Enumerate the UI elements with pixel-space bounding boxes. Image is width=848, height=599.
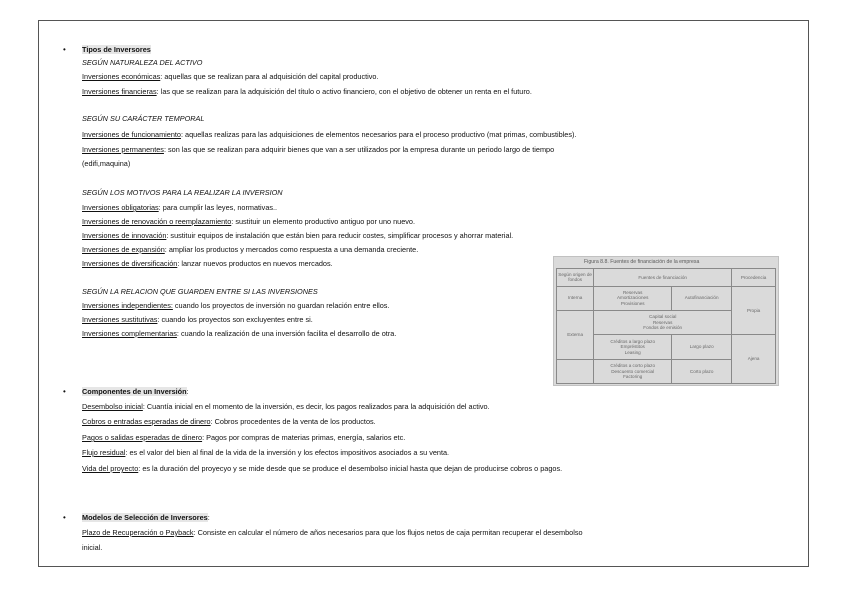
item-cobros: Cobros o entradas esperadas de dinero: Cobros procedentes de la venta de los productos. (82, 417, 376, 426)
figure-cell: Propia (732, 286, 776, 335)
item-expansion: Inversiones de expansión: ampliar los productos y mercados como respuesta a una demanda creciente. (82, 245, 419, 254)
item-desembolso: Desembolso inicial: Cuantía inicial en el momento de la inversión, es decir, los pagos realizados para la adquisición del activo. (82, 402, 490, 411)
bullet: • (63, 387, 66, 396)
item-permanentes-cont: (edifi,maquina) (82, 159, 131, 168)
item-sustitutivas: Inversiones sustitutivas: cuando los proyectos son excluyentes entre si. (82, 315, 313, 324)
figure-cell: Ajena (732, 335, 776, 384)
section-heading-tipos: Tipos de Inversores (82, 45, 151, 54)
figure-cell: Interna (557, 286, 594, 310)
figure-header-cell: Procedencia (732, 269, 776, 287)
item-financieras: Inversiones financieras: las que se realizan para la adquisición del título o activo financiero, con el objetivo de obtener un renta en el futuro. (82, 87, 532, 96)
item-payback-cont: inicial. (82, 543, 103, 552)
section-heading-componentes: Componentes de un Inversión: (82, 387, 189, 396)
figure-cell: Externa (557, 310, 594, 359)
figure-cell: Créditos a corto plazo Descuento comercial Factoring (594, 359, 672, 383)
figure-header-cell: Fuentes de financiación (594, 269, 732, 287)
figure-cell (557, 359, 594, 383)
figure-cell: Reservas Amortizaciones Provisiones (594, 286, 672, 310)
subheading-temporal: SEGÚN SU CARÁCTER TEMPORAL (82, 114, 205, 123)
item-obligatorias: Inversiones obligatorias: para cumplir las leyes, normativas.. (82, 203, 278, 212)
section-heading-modelos: Modelos de Selección de Inversores: (82, 513, 210, 522)
item-vida: Vida del proyecto: es la duración del proyecyo y se mide desde que se produce el desembolso inicial hasta que dejan de producirse cobros o pagos. (82, 464, 563, 473)
item-permanentes: Inversiones permanentes: son las que se realizan para adquirir bienes que van a ser utilizados por la empresa durante un periodo largo de tiempo (82, 145, 555, 154)
item-diversificacion: Inversiones de diversificación: lanzar nuevos productos en nuevos mercados. (82, 259, 333, 268)
item-innovacion: Inversiones de innovación: sustituir equipos de instalación que están bien para reducir costes, simplificar procesos y ahorrar material. (82, 231, 514, 240)
item-renovacion: Inversiones de renovación o reemplazamiento: sustituir un elemento productivo antiguo por uno nuevo. (82, 217, 416, 226)
subheading-motivos: SEGÚN LOS MOTIVOS PARA LA REALIZAR LA INVERSION (82, 188, 283, 197)
bullet: • (63, 513, 66, 522)
figure-cell: Capital social Reservas Fondos de emisión (594, 310, 732, 334)
subheading-naturaleza: SEGÚN NATURALEZA DEL ACTIVO (82, 58, 203, 67)
item-complementarias: Inversiones complementarias: cuando la realización de una inversión facilita el desarrollo de otra. (82, 329, 397, 338)
subheading-relacion: SEGÚN LA RELACION QUE GUARDEN ENTRE SI LAS INVERSIONES (82, 287, 318, 296)
figure-header-cell: Según origen de fondos (557, 269, 594, 287)
item-payback: Plazo de Recuperación o Payback: Consiste en calcular el número de años necesarios para que los flujos netos de caja permitan recuperar el desembolso (82, 528, 583, 537)
financing-sources-figure (553, 256, 779, 386)
item-flujo: Flujo residual: es el valor del bien al final de la vida de la inversión y los efectos impositivos asociados a su venta. (82, 448, 450, 457)
figure-table (556, 268, 776, 384)
figure-cell: Corto plazo (672, 359, 732, 383)
figure-cell: Créditos a largo plazo Empréstitos Leasing (594, 335, 672, 359)
figure-caption: Figura 8.8. Fuentes de financiación de la empresa (584, 259, 700, 265)
item-pagos: Pagos o salidas esperadas de dinero: Pagos por compras de materias primas, energía, salarios etc. (82, 433, 406, 442)
item-economicas: Inversiones económicas: aquellas que se realizan para al adquisición del capital productivo. (82, 72, 379, 81)
bullet: • (63, 45, 66, 54)
item-independientes: Inversiones independientes: cuando los proyectos de inversión no guardan relación entre ellos. (82, 301, 390, 310)
figure-cell: Autofinanciación (672, 286, 732, 310)
item-funcionamiento: Inversiones de funcionamiento: aquellas realizas para las adquisiciones de elementos necesarios para el proceso productivo (mat primas, combustibles). (82, 130, 577, 139)
figure-cell: Largo plazo (672, 335, 732, 359)
